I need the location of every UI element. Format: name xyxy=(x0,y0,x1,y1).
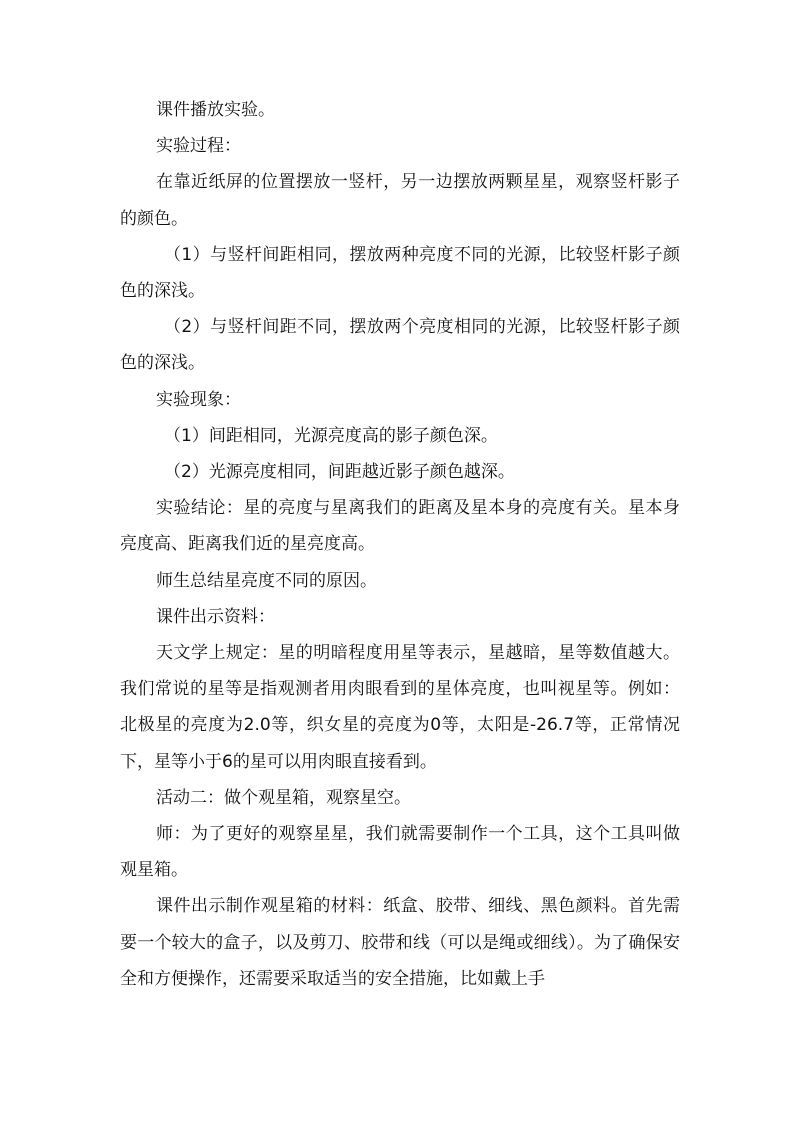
paragraph-phenomenon-heading: 实验现象： xyxy=(156,389,241,410)
paragraph-experiment-setup: 在靠近纸屏的位置摆放一竖杆，另一边摆放两颗星星，观察竖杆影子的颜色。 xyxy=(120,172,680,229)
paragraph-activity-two: 活动二：做个观星箱，观察星空。 xyxy=(156,787,411,808)
paragraph-materials-heading: 课件出示资料： xyxy=(156,606,275,627)
document-body xyxy=(120,92,680,997)
paragraph-summary: 师生总结星亮度不同的原因。 xyxy=(156,570,377,591)
paragraph-box-materials: 课件出示制作观星箱的材料：纸盒、胶带、细线、黑色颜料。首先需要一个较大的盒子，以及剪刀、胶带和线（可以是绳或细线）。为了确保安全和方便操作，还需要采取适当的安全措施，比如戴上手 xyxy=(120,896,680,989)
paragraph-courseware-play: 课件播放实验。 xyxy=(156,100,275,120)
paragraph-phenomenon-2: （2）光源亮度相同，间距越近影子颜色越深。 xyxy=(164,462,515,483)
paragraph-step-1: （1）与竖杆间距相同，摆放两种亮度不同的光源，比较竖杆影子颜色的深浅。 xyxy=(120,244,680,302)
paragraph-phenomenon-1: （1）间距相同，光源亮度高的影子颜色深。 xyxy=(164,425,498,446)
paragraph-step-2: （2）与竖杆间距不同，摆放两个亮度相同的光源，比较竖杆影子颜色的深浅。 xyxy=(120,317,680,374)
paragraph-astronomy-definition: 天文学上规定：星的明暗程度用星等表示，星越暗，星等数值越大。我们常说的星等是指观测者用肉眼看到的星体亮度，也叫视星等。例如：北极星的亮度为2.0等，织女星的亮度为0等，太阳是-26.7等，正常情况下，星等小于6的星可以用肉眼直接看到。 xyxy=(120,643,680,772)
paragraph-conclusion: 实验结论：星的亮度与星离我们的距离及星本身的亮度有关。星本身亮度高、距离我们近的星亮度高。 xyxy=(120,498,680,555)
paragraph-experiment-process-heading: 实验过程： xyxy=(156,136,241,157)
paragraph-teacher-explanation: 师：为了更好的观察星星，我们就需要制作一个工具，这个工具叫做观星箱。 xyxy=(120,824,680,881)
